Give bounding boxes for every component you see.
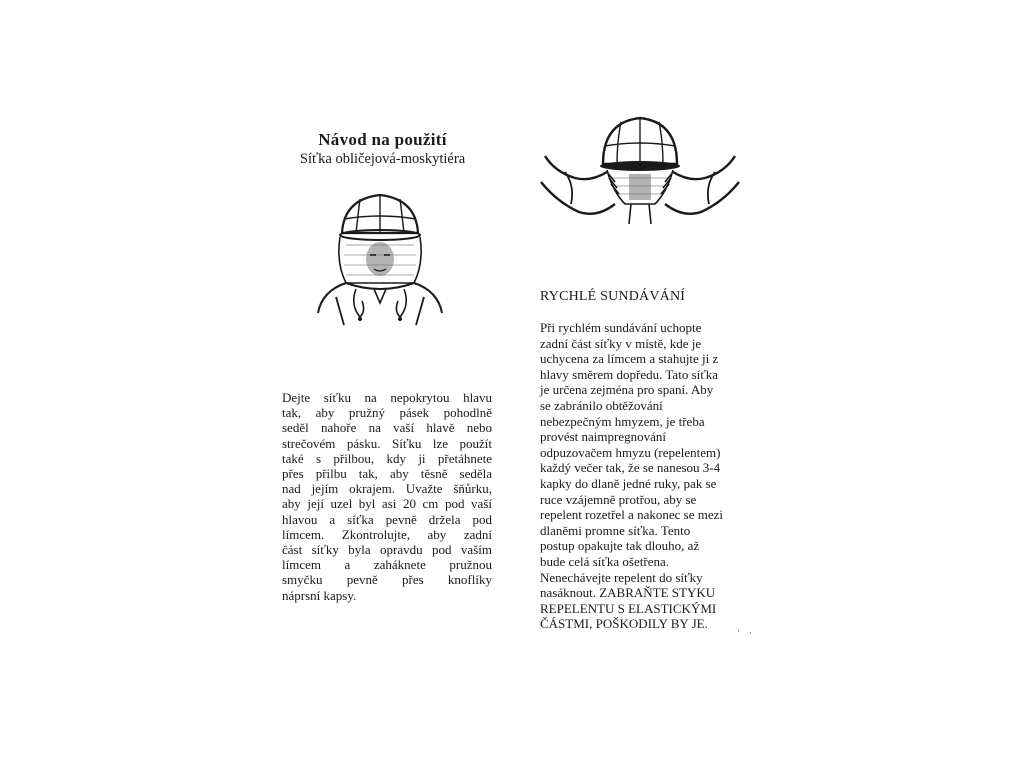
scan-speck: · [749,628,752,638]
right-text-line: provést naimpregnování [540,429,666,445]
right-text-line: postup opakujte tak dlouho, až [540,538,700,554]
right-text-line: ČÁSTMI, POŠKODILY BY JE. [540,616,708,632]
person-wearing-head-net-illustration [300,185,460,335]
right-text-line: ruce vzájemně protřou, aby se [540,491,697,507]
left-body-text [282,390,492,603]
left-text-line: límcem. Zkontrolujte, aby zadní [282,526,492,542]
right-text-line: dlaněmi promne síťka. Tento [540,522,691,538]
left-text-line: přes přilbu tak, aby těsně seděla [282,466,492,482]
right-text-line: je určena zejména pro spaní. Aby [540,382,714,398]
left-text-line: část síťky byla opravdu pod vaším [282,542,492,558]
left-text-line: smyčku pevně přes knoflíky [282,572,492,588]
left-text-line: Dejte síťku na nepokrytou hlavu [282,390,492,405]
right-text-line: REPELENTU S ELASTICKÝMI [540,600,717,616]
right-text-line: nebezpečným hmyzem, je třeba [540,413,705,429]
right-text-line: se zabránilo obtěžování [540,397,663,413]
right-text-line: bude celá síťka ošetřena. [540,553,669,569]
removing-head-net-illustration [535,112,745,232]
right-text-line: nasáknout. ZABRAŇTE STYKU [540,585,716,601]
right-body-text [540,320,755,632]
right-text-line: hlavy směrem dopředu. Tato síťka [540,366,719,382]
right-text-line: uchycena za límcem a stahujte ji z [540,351,719,367]
left-text-line: hlavou a síťka pevně držela pod [282,511,492,527]
right-text-line: kapky do dlaně jedné ruky, pak se [540,475,717,491]
left-text-line: náprsní kapsy. [282,587,357,603]
left-text-line: seděl nahoře na vaší hlavě nebo [282,420,492,436]
left-text-line: strečovém pásku. Síťku lze použít [282,435,492,451]
right-text-line: Nenechávejte repelent do síťky [540,569,703,585]
left-text-line: tak, aby pružný pásek pohodlně [282,405,492,421]
right-text-line: repelent rozetřel a nakonec se mezi [540,507,723,523]
left-text-line: nad jejím okrajem. Uvažte šňůrku, [282,481,492,497]
page-subtitle: Síťka obličejová-moskytiéra [299,151,466,167]
right-text-line: zadní část síťky v místě, kde je [540,335,702,351]
right-text-line: odpuzovačem hmyzu (repelentem) [540,444,721,460]
page-title: Návod na použití [318,130,447,149]
left-text-line: límcem a zaháknete pružnou [282,557,492,573]
scan-speck: · [737,626,740,636]
left-text-line: aby její uzel byl asi 20 cm pod vaší [282,496,492,512]
section-heading: RYCHLÉ SUNDÁVÁNÍ [540,289,686,304]
left-text-line: také s přilbou, kdy ji přetáhnete [282,450,492,466]
right-text-line: Při rychlém sundávání uchopte [540,320,702,335]
right-text-line: každý večer tak, že se nanesou 3-4 [540,460,721,476]
